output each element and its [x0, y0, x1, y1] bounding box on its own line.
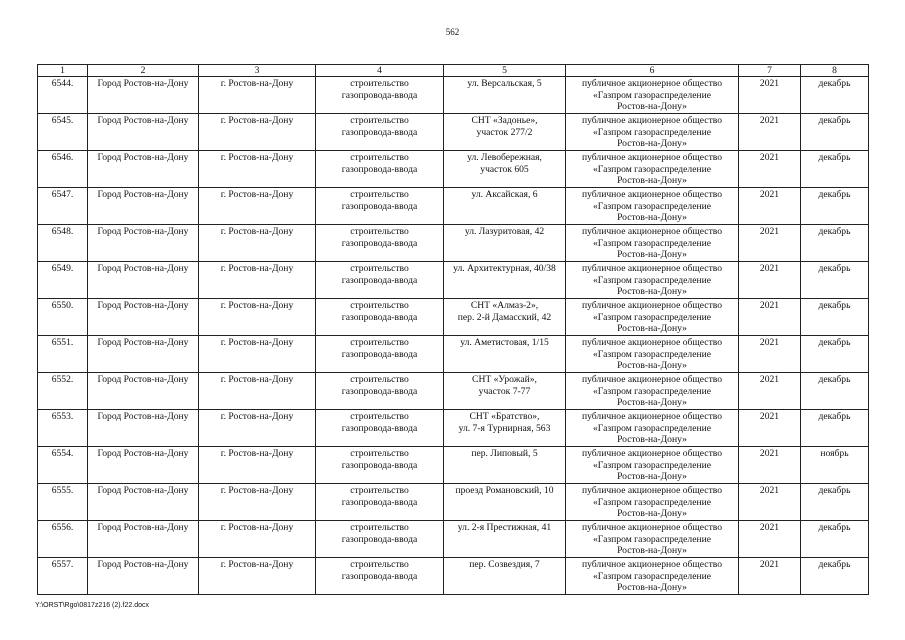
cell-locality: г. Ростов-на-Дону [199, 484, 316, 521]
cell-work-type: строительство газопровода-ввода [316, 299, 444, 336]
cell-month: декабрь [801, 114, 869, 151]
cell-row-number: 6553. [38, 410, 88, 447]
registry-table [37, 64, 869, 595]
cell-address: ул. Аметистовая, 1/15 [444, 336, 566, 373]
cell-month: декабрь [801, 336, 869, 373]
cell-address: проезд Романовский, 10 [444, 484, 566, 521]
column-header: 7 [739, 65, 801, 77]
table-row [38, 188, 869, 225]
cell-organization: публичное акционерное общество «Газпром газораспределение Ростов-на-Дону» [566, 188, 739, 225]
cell-work-type: строительство газопровода-ввода [316, 521, 444, 558]
cell-row-number: 6545. [38, 114, 88, 151]
column-header: 1 [38, 65, 88, 77]
cell-organization: публичное акционерное общество «Газпром газораспределение Ростов-на-Дону» [566, 336, 739, 373]
table-row [38, 225, 869, 262]
table-row [38, 558, 869, 595]
cell-work-type: строительство газопровода-ввода [316, 114, 444, 151]
table-row [38, 262, 869, 299]
cell-address: ул. 2-я Престижная, 41 [444, 521, 566, 558]
table-row [38, 299, 869, 336]
cell-address: ул. Аксайская, 6 [444, 188, 566, 225]
cell-row-number: 6554. [38, 447, 88, 484]
cell-municipality: Город Ростов-на-Дону [88, 558, 199, 595]
cell-month: декабрь [801, 410, 869, 447]
cell-work-type: строительство газопровода-ввода [316, 151, 444, 188]
cell-municipality: Город Ростов-на-Дону [88, 521, 199, 558]
cell-work-type: строительство газопровода-ввода [316, 336, 444, 373]
cell-municipality: Город Ростов-на-Дону [88, 114, 199, 151]
cell-year: 2021 [739, 262, 801, 299]
cell-municipality: Город Ростов-на-Дону [88, 447, 199, 484]
cell-municipality: Город Ростов-на-Дону [88, 336, 199, 373]
cell-locality: г. Ростов-на-Дону [199, 77, 316, 114]
cell-municipality: Город Ростов-на-Дону [88, 188, 199, 225]
cell-organization: публичное акционерное общество «Газпром газораспределение Ростов-на-Дону» [566, 114, 739, 151]
table-row [38, 151, 869, 188]
cell-year: 2021 [739, 336, 801, 373]
cell-year: 2021 [739, 151, 801, 188]
cell-row-number: 6555. [38, 484, 88, 521]
cell-row-number: 6549. [38, 262, 88, 299]
table-header-row [38, 65, 869, 77]
cell-address: ул. Лазуритовая, 42 [444, 225, 566, 262]
cell-locality: г. Ростов-на-Дону [199, 151, 316, 188]
cell-organization: публичное акционерное общество «Газпром газораспределение Ростов-на-Дону» [566, 558, 739, 595]
cell-work-type: строительство газопровода-ввода [316, 558, 444, 595]
cell-locality: г. Ростов-на-Дону [199, 225, 316, 262]
cell-organization: публичное акционерное общество «Газпром газораспределение Ростов-на-Дону» [566, 225, 739, 262]
cell-organization: публичное акционерное общество «Газпром газораспределение Ростов-на-Дону» [566, 410, 739, 447]
cell-year: 2021 [739, 521, 801, 558]
cell-organization: публичное акционерное общество «Газпром газораспределение Ростов-на-Дону» [566, 373, 739, 410]
cell-locality: г. Ростов-на-Дону [199, 336, 316, 373]
cell-month: декабрь [801, 225, 869, 262]
table-row [38, 373, 869, 410]
cell-locality: г. Ростов-на-Дону [199, 299, 316, 336]
column-header: 4 [316, 65, 444, 77]
cell-address: пер. Липовый, 5 [444, 447, 566, 484]
cell-month: декабрь [801, 373, 869, 410]
cell-organization: публичное акционерное общество «Газпром газораспределение Ростов-на-Дону» [566, 447, 739, 484]
cell-work-type: строительство газопровода-ввода [316, 225, 444, 262]
cell-address: ул. Версальская, 5 [444, 77, 566, 114]
cell-row-number: 6550. [38, 299, 88, 336]
cell-locality: г. Ростов-на-Дону [199, 447, 316, 484]
cell-year: 2021 [739, 558, 801, 595]
cell-locality: г. Ростов-на-Дону [199, 410, 316, 447]
cell-year: 2021 [739, 373, 801, 410]
cell-locality: г. Ростов-на-Дону [199, 558, 316, 595]
cell-row-number: 6557. [38, 558, 88, 595]
cell-locality: г. Ростов-на-Дону [199, 114, 316, 151]
column-header: 2 [88, 65, 199, 77]
column-header: 3 [199, 65, 316, 77]
cell-organization: публичное акционерное общество «Газпром газораспределение Ростов-на-Дону» [566, 151, 739, 188]
cell-month: декабрь [801, 299, 869, 336]
cell-row-number: 6546. [38, 151, 88, 188]
cell-locality: г. Ростов-на-Дону [199, 188, 316, 225]
cell-year: 2021 [739, 188, 801, 225]
page-number: 562 [445, 27, 460, 37]
cell-work-type: строительство газопровода-ввода [316, 410, 444, 447]
column-header: 8 [801, 65, 869, 77]
cell-row-number: 6556. [38, 521, 88, 558]
cell-municipality: Город Ростов-на-Дону [88, 373, 199, 410]
cell-organization: публичное акционерное общество «Газпром газораспределение Ростов-на-Дону» [566, 299, 739, 336]
cell-work-type: строительство газопровода-ввода [316, 373, 444, 410]
cell-municipality: Город Ростов-на-Дону [88, 225, 199, 262]
cell-work-type: строительство газопровода-ввода [316, 484, 444, 521]
cell-month: декабрь [801, 521, 869, 558]
cell-month: декабрь [801, 484, 869, 521]
cell-work-type: строительство газопровода-ввода [316, 188, 444, 225]
cell-address: пер. Созвездия, 7 [444, 558, 566, 595]
cell-year: 2021 [739, 447, 801, 484]
cell-address: СНТ «Братство», ул. 7-я Турнирная, 563 [444, 410, 566, 447]
cell-municipality: Город Ростов-на-Дону [88, 262, 199, 299]
cell-row-number: 6547. [38, 188, 88, 225]
cell-month: декабрь [801, 151, 869, 188]
table-row [38, 447, 869, 484]
cell-row-number: 6552. [38, 373, 88, 410]
cell-locality: г. Ростов-на-Дону [199, 373, 316, 410]
cell-work-type: строительство газопровода-ввода [316, 262, 444, 299]
table-row [38, 521, 869, 558]
cell-month: ноябрь [801, 447, 869, 484]
cell-organization: публичное акционерное общество «Газпром газораспределение Ростов-на-Дону» [566, 521, 739, 558]
cell-month: декабрь [801, 262, 869, 299]
cell-row-number: 6548. [38, 225, 88, 262]
column-header: 5 [444, 65, 566, 77]
cell-work-type: строительство газопровода-ввода [316, 447, 444, 484]
cell-month: декабрь [801, 188, 869, 225]
cell-year: 2021 [739, 484, 801, 521]
cell-month: декабрь [801, 558, 869, 595]
cell-address: СНТ «Урожай», участок 7-77 [444, 373, 566, 410]
cell-year: 2021 [739, 114, 801, 151]
cell-address: СНТ «Задонье», участок 277/2 [444, 114, 566, 151]
cell-month: декабрь [801, 77, 869, 114]
cell-work-type: строительство газопровода-ввода [316, 77, 444, 114]
cell-organization: публичное акционерное общество «Газпром газораспределение Ростов-на-Дону» [566, 484, 739, 521]
cell-address: ул. Архитектурная, 40/38 [444, 262, 566, 299]
cell-municipality: Город Ростов-на-Дону [88, 77, 199, 114]
cell-locality: г. Ростов-на-Дону [199, 521, 316, 558]
cell-address: СНТ «Алмаз-2», пер. 2-й Дамасский, 42 [444, 299, 566, 336]
cell-year: 2021 [739, 225, 801, 262]
cell-organization: публичное акционерное общество «Газпром газораспределение Ростов-на-Дону» [566, 77, 739, 114]
cell-locality: г. Ростов-на-Дону [199, 262, 316, 299]
cell-municipality: Город Ростов-на-Дону [88, 299, 199, 336]
footer-file-path: Y:\ORST\Rgo\0817z216 (2).f22.docx [35, 602, 150, 609]
cell-year: 2021 [739, 299, 801, 336]
table-row [38, 484, 869, 521]
cell-address: ул. Левобережная, участок 605 [444, 151, 566, 188]
cell-municipality: Город Ростов-на-Дону [88, 410, 199, 447]
table-row [38, 114, 869, 151]
table-row [38, 336, 869, 373]
table-row [38, 77, 869, 114]
table-row [38, 410, 869, 447]
cell-row-number: 6551. [38, 336, 88, 373]
cell-row-number: 6544. [38, 77, 88, 114]
cell-year: 2021 [739, 77, 801, 114]
cell-municipality: Город Ростов-на-Дону [88, 484, 199, 521]
cell-organization: публичное акционерное общество «Газпром газораспределение Ростов-на-Дону» [566, 262, 739, 299]
column-header: 6 [566, 65, 739, 77]
cell-year: 2021 [739, 410, 801, 447]
cell-municipality: Город Ростов-на-Дону [88, 151, 199, 188]
